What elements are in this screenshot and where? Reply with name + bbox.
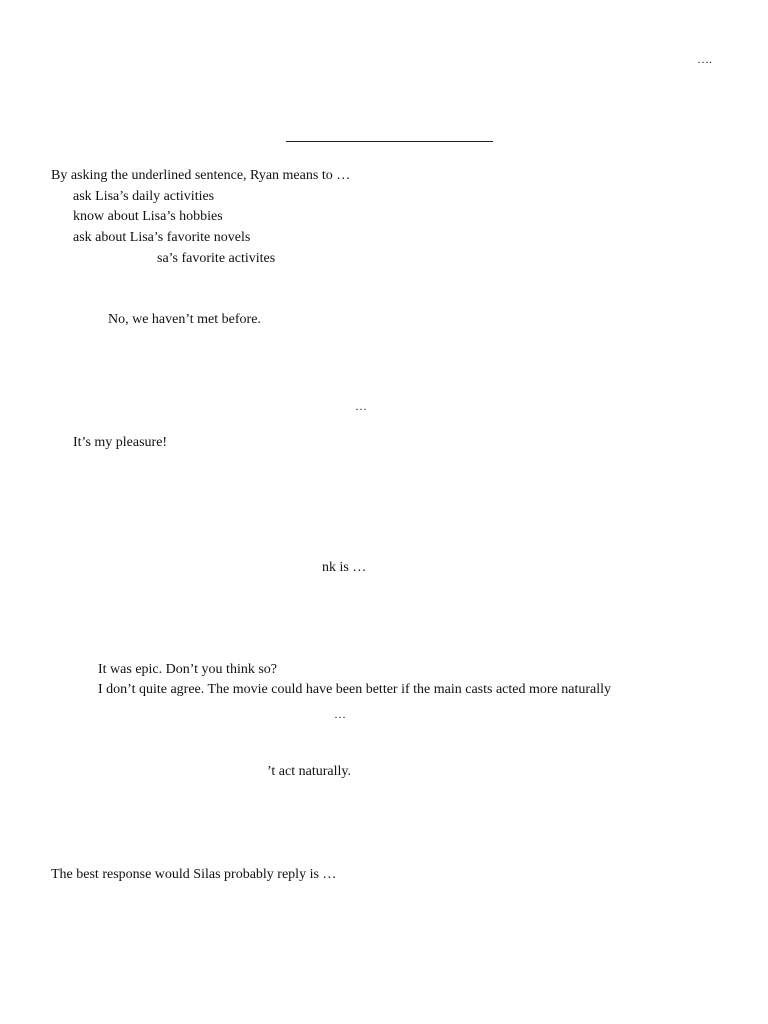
corner-ellipsis: …. bbox=[697, 52, 712, 66]
option-line: sa’s favorite activites bbox=[157, 251, 276, 266]
dialogue-line: It was epic. Don’t you think so? bbox=[98, 662, 277, 677]
text-fragment: ’t act naturally. bbox=[267, 764, 351, 779]
dialogue-line: I don’t quite agree. The movie could have been better if the main casts acted more naturally bbox=[98, 682, 612, 697]
option-line: ask about Lisa’s favorite novels bbox=[73, 230, 251, 245]
text-fragment: nk is … bbox=[322, 560, 367, 575]
title-underline-divider bbox=[286, 141, 493, 142]
ellipsis-mark: … bbox=[355, 399, 367, 413]
question-stem: By asking the underlined sentence, Ryan means to … bbox=[51, 168, 351, 183]
dialogue-line: It’s my pleasure! bbox=[73, 435, 168, 450]
question-stem: The best response would Silas probably reply is … bbox=[51, 867, 337, 882]
ellipsis-mark: … bbox=[334, 707, 346, 721]
option-line: ask Lisa’s daily activities bbox=[73, 189, 215, 204]
option-line: know about Lisa’s hobbies bbox=[73, 209, 223, 224]
dialogue-line: No, we haven’t met before. bbox=[108, 312, 261, 327]
